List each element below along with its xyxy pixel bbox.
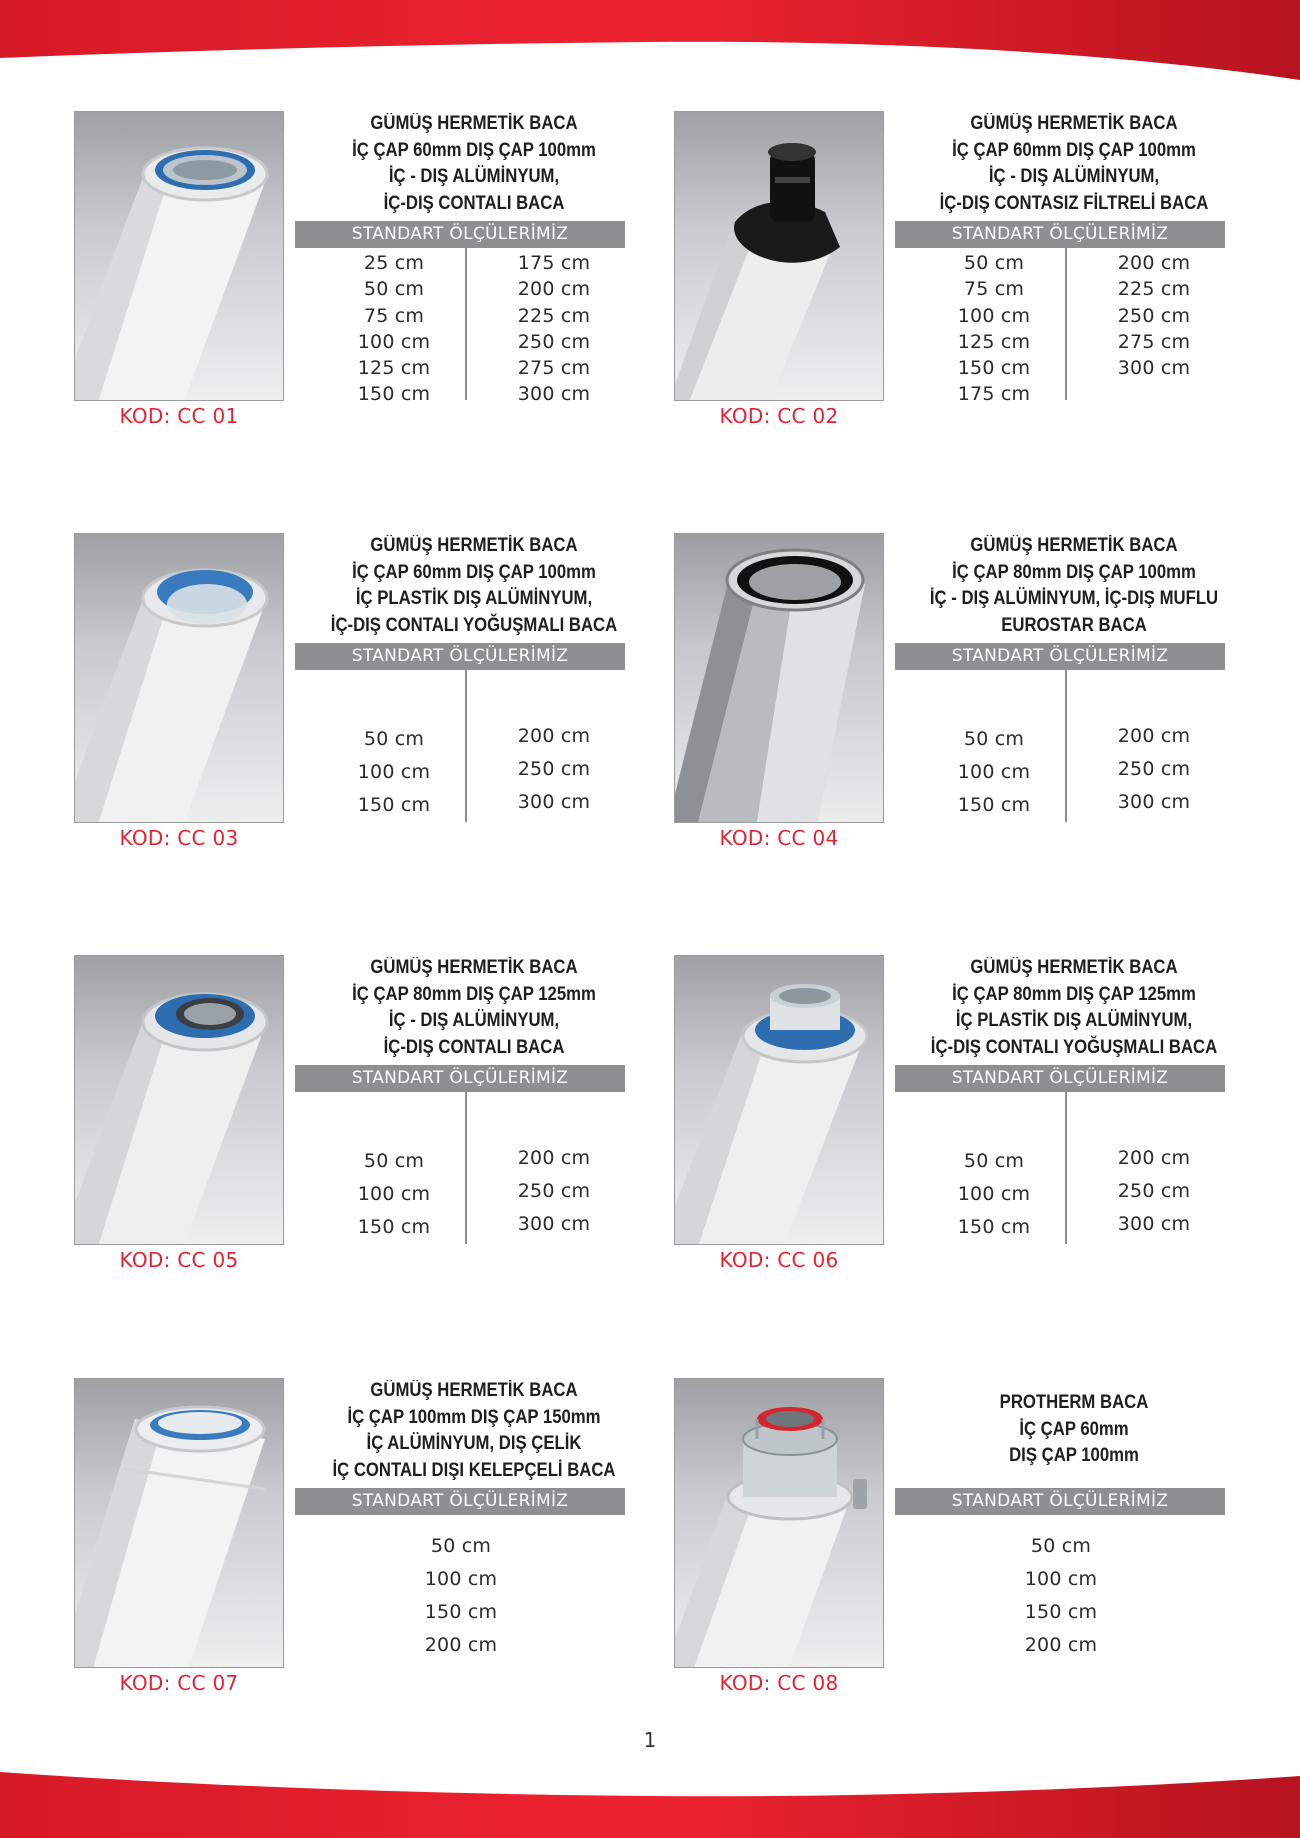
product-title: GÜMÜŞ HERMETİK BACA İÇ ÇAP 80mm DIŞ ÇAP 125mm İÇ - DIŞ ALÜMİNYUM, İÇ-DIŞ CONTALI BACA (352, 957, 596, 1058)
product-cc01 (74, 111, 654, 441)
product-photo (674, 111, 884, 401)
spec-heading: STANDART ÖLÇÜLERİMİZ (895, 643, 1225, 670)
product-photo (74, 533, 284, 823)
sizes-left-column: 50 cm 100 cm 150 cm (357, 1150, 431, 1238)
sizes-left-column: 50 cm 75 cm 100 cm 125 cm 150 cm 175 cm (957, 252, 1031, 406)
pipe-illustration (75, 956, 284, 1245)
sizes-right-column: 200 cm 250 cm 300 cm (1117, 725, 1191, 813)
sizes-right-column: 175 cm 200 cm 225 cm 250 cm 275 cm 300 cm (517, 252, 591, 406)
sizes-left-column: 50 cm 100 cm 150 cm (357, 728, 431, 816)
product-code: KOD: CC 08 (719, 1671, 839, 1695)
sizes-right-column: 200 cm 250 cm 300 cm (1117, 1147, 1191, 1235)
product-code: KOD: CC 06 (719, 1248, 839, 1272)
product-code: KOD: CC 04 (719, 826, 839, 850)
product-photo (74, 1378, 284, 1668)
sizes-left-column: 50 cm 100 cm 150 cm (957, 1150, 1031, 1238)
product-code: KOD: CC 03 (119, 826, 239, 850)
product-code: KOD: CC 07 (119, 1671, 239, 1695)
product-cc05 (74, 955, 654, 1285)
sizes-column: 50 cm 100 cm 150 cm 200 cm (1024, 1535, 1098, 1656)
bottom-red-band (0, 1758, 1300, 1838)
spec-heading: STANDART ÖLÇÜLERİMİZ (295, 1065, 625, 1092)
pipe-illustration (75, 112, 284, 401)
product-title: GÜMÜŞ HERMETİK BACA İÇ ÇAP 100mm DIŞ ÇAP 150mm İÇ ALÜMİNYUM, DIŞ ÇELİK İÇ CONTALI DIŞI KELEPÇELİ BACA (332, 1380, 616, 1481)
spec-heading: STANDART ÖLÇÜLERİMİZ (895, 1065, 1225, 1092)
product-cc06 (674, 955, 1254, 1285)
product-title: GÜMÜŞ HERMETİK BACA İÇ ÇAP 60mm DIŞ ÇAP 100mm İÇ - DIŞ ALÜMİNYUM, İÇ-DIŞ CONTALI BACA (352, 113, 596, 214)
spec-heading: STANDART ÖLÇÜLERİMİZ (895, 1488, 1225, 1515)
product-code: KOD: CC 02 (719, 404, 839, 428)
sizes-right-column: 200 cm 250 cm 300 cm (517, 725, 591, 813)
product-cc02 (674, 111, 1254, 441)
product-cc08 (674, 1378, 1254, 1708)
pipe-illustration (675, 1379, 884, 1668)
sizes-column: 50 cm 100 cm 150 cm 200 cm (424, 1535, 498, 1656)
product-photo (674, 1378, 884, 1668)
product-photo (74, 111, 284, 401)
product-title: GÜMÜŞ HERMETİK BACA İÇ ÇAP 60mm DIŞ ÇAP 100mm İÇ PLASTİK DIŞ ALÜMİNYUM, İÇ-DIŞ CONTALI YOĞUŞMALI BACA (330, 535, 618, 636)
spec-heading: STANDART ÖLÇÜLERİMİZ (295, 1488, 625, 1515)
pipe-illustration (675, 534, 884, 823)
product-title: GÜMÜŞ HERMETİK BACA İÇ ÇAP 60mm DIŞ ÇAP 100mm İÇ - DIŞ ALÜMİNYUM, İÇ-DIŞ CONTASIZ FİLTRELİ BACA (939, 113, 1209, 214)
product-title: PROTHERM BACA İÇ ÇAP 60mm DIŞ ÇAP 100mm (999, 1392, 1149, 1466)
spec-heading: STANDART ÖLÇÜLERİMİZ (295, 643, 625, 670)
sizes-right-column: 200 cm 225 cm 250 cm 275 cm 300 cm (1117, 252, 1191, 380)
page-number: 1 (643, 1728, 657, 1752)
product-title: GÜMÜŞ HERMETİK BACA İÇ ÇAP 80mm DIŞ ÇAP 100mm İÇ - DIŞ ALÜMİNYUM, İÇ-DIŞ MUFLU EUROSTAR BACA (929, 535, 1219, 636)
product-code: KOD: CC 05 (119, 1248, 239, 1272)
pipe-illustration (675, 112, 884, 401)
pipe-illustration (75, 1379, 284, 1668)
product-code: KOD: CC 01 (119, 404, 239, 428)
product-cc04 (674, 533, 1254, 863)
spec-heading: STANDART ÖLÇÜLERİMİZ (895, 221, 1225, 248)
product-cc07 (74, 1378, 654, 1708)
product-photo (674, 533, 884, 823)
top-red-band (0, 0, 1300, 80)
sizes-left-column: 50 cm 100 cm 150 cm (957, 728, 1031, 816)
product-photo (74, 955, 284, 1245)
product-title: GÜMÜŞ HERMETİK BACA İÇ ÇAP 80mm DIŞ ÇAP 125mm İÇ PLASTİK DIŞ ALÜMİNYUM, İÇ-DIŞ CONTALI YOĞUŞMALI BACA (930, 957, 1218, 1058)
pipe-illustration (75, 534, 284, 823)
pipe-illustration (675, 956, 884, 1245)
sizes-left-column: 25 cm 50 cm 75 cm 100 cm 125 cm 150 cm (357, 252, 431, 406)
product-photo (674, 955, 884, 1245)
product-cc03 (74, 533, 654, 863)
spec-heading: STANDART ÖLÇÜLERİMİZ (295, 221, 625, 248)
sizes-right-column: 200 cm 250 cm 300 cm (517, 1147, 591, 1235)
